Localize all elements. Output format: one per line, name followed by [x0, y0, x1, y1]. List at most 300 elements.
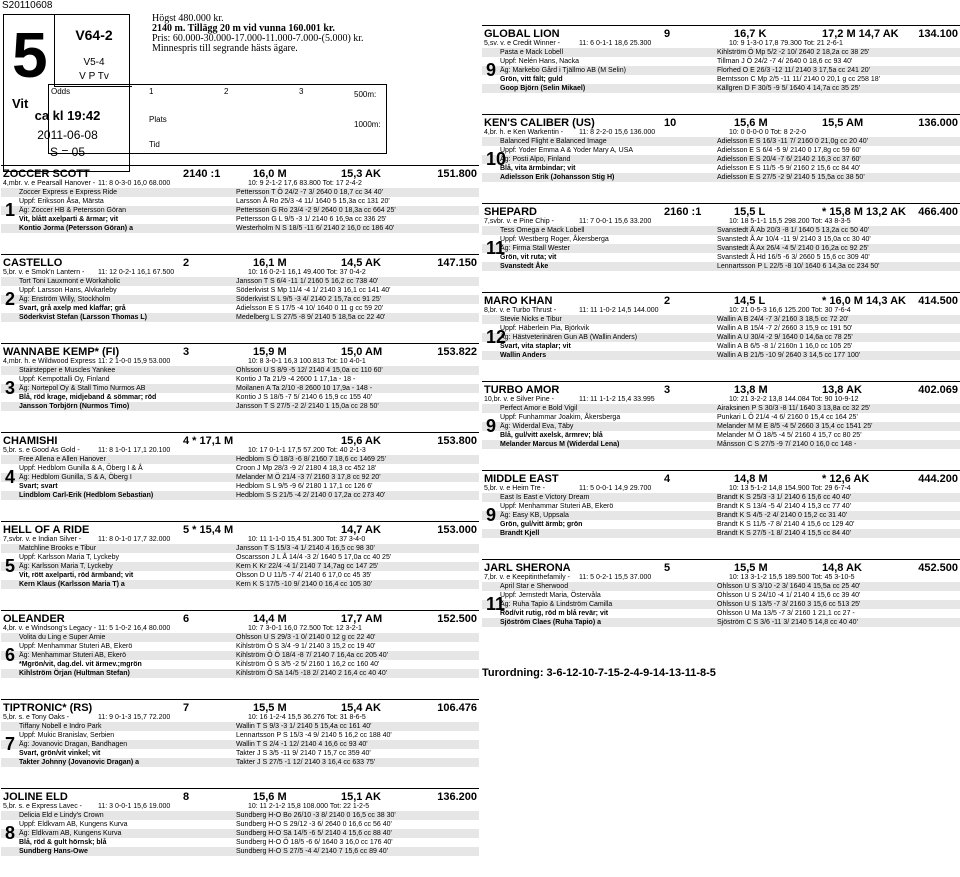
horse-header: [482, 25, 960, 39]
horse-entry: [1, 521, 479, 609]
prize-money: 136.000: [918, 117, 958, 129]
horse-entry: [482, 25, 960, 113]
horse-body: [1, 722, 479, 787]
horse-body: [1, 277, 479, 342]
history-row: [1, 731, 479, 740]
stat-text: 10: 7 3-0-1 16,0 72.500 Tot: 12 3-2-1: [248, 625, 362, 632]
history-row: [482, 609, 960, 618]
race-result: Kihlström Ö S 3/5 -2 5/ 2160 1 16,2 cc 160 40': [236, 661, 380, 668]
horse-body: [1, 811, 479, 876]
stat-text: 7,br. v. e Keepitinthefamily -: [484, 574, 570, 581]
game-v4: V5-4: [83, 57, 105, 68]
race-result: Moilanen A Ta 2/10 -8 2600 10 17,9a - 148 -: [236, 385, 373, 392]
horse-rows: [482, 582, 960, 627]
prize-money: 444.200: [918, 473, 958, 485]
owner-info: Kontio Jorma (Petersson Göran) a: [19, 225, 133, 232]
start-position: 5 * 15,4 M: [183, 524, 234, 536]
stat-text: 11: 5 0-2-1 15,5 37.000: [579, 574, 652, 581]
owner-info: Brandt Kjell: [500, 530, 540, 537]
game-vptv: V P Tv: [79, 71, 109, 82]
horse-number: 10: [486, 149, 507, 169]
owner-info: Uppf: Häberlein Pia, Björkvik: [500, 325, 590, 332]
record-2: 14,8 AK: [822, 562, 862, 574]
horse-number: 4: [5, 467, 16, 487]
owner-info: Grön, vit ruta; vit: [500, 254, 557, 261]
owner-info: Matchline Brooks e Tibur: [19, 545, 97, 552]
history-row: [1, 847, 479, 856]
history-row: [1, 393, 479, 402]
history-row: [1, 580, 479, 589]
owner-info: Svart, grå axelp med klaffar; grå: [19, 305, 126, 312]
owner-info: Zoccer Express e Express Ride: [19, 189, 118, 196]
race-result: Punkari L Ö 21/4 -4 6/ 2160 0 15,4 cc 164 25': [717, 414, 858, 421]
history-row: [1, 811, 479, 820]
history-row: [1, 722, 479, 731]
horse-entry: [482, 559, 960, 647]
history-row: [482, 582, 960, 591]
horse-name: CHAMISHI: [3, 435, 58, 447]
horse-stats: [1, 357, 479, 366]
record-2: 15,5 AM: [822, 117, 864, 129]
race-date: 2011-06-08: [37, 128, 98, 142]
owner-info: Stevie Nicks e Tibur: [500, 316, 562, 323]
race-result: Adielsson E S 6/4 -5 9/ 2140 0 17,8g cc 59 60': [717, 147, 861, 154]
history-row: [1, 313, 479, 322]
stat-text: 7,svbr. v. e Pine Chip -: [484, 218, 554, 225]
stat-text: 5,br. s. e Express Lavec -: [3, 803, 82, 810]
horse-name: ZOCCER SCOTT: [3, 168, 90, 180]
race-result: Oscarsson J L Å 14/4 -3 2/ 1640 5 17,0a cc 40 25': [236, 554, 392, 561]
history-row: [1, 571, 479, 580]
race-time: ca kl 19:42: [34, 108, 101, 123]
history-row: [1, 464, 479, 473]
horse-stats: [482, 306, 960, 315]
history-row: [1, 491, 479, 500]
prize-money: 466.400: [918, 206, 958, 218]
owner-info: Perfect Amor e Bold Vigil: [500, 405, 578, 412]
owner-info: Goop Björn (Selin Mikael): [500, 85, 586, 92]
odds-col-1: 1: [149, 87, 154, 96]
race-result: Sundberg H-O Bo 26/10 -3 8/ 2140 0 16,5 cc 38 30': [236, 812, 396, 819]
race-result: Hedblom S S 21/5 -4 2/ 2140 0 17,2a cc 273 40': [236, 492, 386, 499]
owner-info: Äg: Easy KB, Uppsala: [500, 512, 569, 519]
owner-info: Adielsson Erik (Johansson Stig H): [500, 174, 615, 181]
stat-text: 4,mbr. h. e Wildwood Express: [3, 358, 96, 365]
prize-money: 153.000: [437, 524, 477, 536]
race-result: Kontio J S 18/5 -7 5/ 2140 6 15,9 cc 155 40': [236, 394, 372, 401]
stat-text: 5,br. s. e Good As Gold -: [3, 447, 80, 454]
history-row: [482, 520, 960, 529]
record-1: 16,7 K: [734, 28, 767, 40]
horse-header: [482, 114, 960, 128]
owner-info: Äg: Eldkvarn AB, Kungens Kurva: [19, 830, 122, 837]
stat-text: 10: 13 5-1-2 14,8 154.900 Tot: 29 6-7-4: [729, 485, 851, 492]
race-result: Svanstedt Å Ax 26/4 -4 5/ 2140 0 16,2a cc 92 25': [717, 245, 869, 252]
race-game-types: [54, 15, 132, 87]
horse-stats: [1, 446, 479, 455]
race-result: Kihlström Ö Mp 5/2 -2 10/ 2640 2 18,2a cc 38 25': [717, 49, 870, 56]
history-row: [1, 197, 479, 206]
stat-text: 10: 11 1-1-0 15,4 51.300 Tot: 37 3-4-0: [248, 536, 366, 543]
owner-info: Uppf: Karlsson Maria T, Lyckeby: [19, 554, 119, 561]
start-position: 2: [664, 295, 671, 307]
race-result: Hedblom S Ö 18/3 -6 8/ 2160 7 18,6 cc 1469 25': [236, 456, 386, 463]
record-1: 14,8 M: [734, 473, 768, 485]
race-result: Brandt K S 25/3 -3 1/ 2140 6 15,6 cc 40 40': [717, 494, 852, 501]
history-row: [1, 749, 479, 758]
history-row: [1, 277, 479, 286]
history-row: [482, 66, 960, 75]
m1000-label: 1000m:: [354, 120, 381, 129]
stat-text: 10: 16 1-2-4 15,5 36.276 Tot: 31 8-6-5: [248, 714, 366, 721]
owner-info: Melander Marcus M (Widerdal Lena): [500, 441, 620, 448]
start-position: 10: [664, 117, 677, 129]
horse-header: [482, 203, 960, 217]
owner-info: Svart; svart: [19, 483, 58, 490]
stat-text: 11: 11 1-0-2 14,5 144.000: [579, 307, 659, 314]
prize-money: 151.800: [437, 168, 477, 180]
record-1: 15,5 M: [734, 562, 768, 574]
race-result: Källgren D F 30/5 -9 5/ 1640 4 14,7a cc 35 25': [717, 85, 860, 92]
owner-info: Uppf: Larsson Hans, Alvkarleby: [19, 287, 117, 294]
horse-header: [482, 292, 960, 306]
history-row: [1, 651, 479, 660]
record-2: * 15,8 M 13,2 AK: [822, 206, 906, 218]
stat-text: 10: 18 5-1-1 15,5 298.200 Tot: 43 8-3-5: [729, 218, 851, 225]
stat-text: 11: 8 2-2-0 15,6 136.000: [579, 129, 656, 136]
owner-info: Tess Omega e Mack Lobell: [500, 227, 585, 234]
race-number: 5: [12, 19, 48, 91]
stat-text: 10: 17 0-1-1 17,5 57.200 Tot: 40 2-1-3: [248, 447, 366, 454]
history-row: [482, 146, 960, 155]
race-result: Wallin A B 21/5 -10 9/ 2640 3 14,5 cc 177 100': [717, 352, 861, 359]
owner-info: Stairstepper e Muscles Yankee: [19, 367, 116, 374]
stat-text: 11: 8 0-3-0 16,0 68.000: [98, 180, 171, 187]
history-row: [482, 413, 960, 422]
owner-info: Uppf: Menhammar Stuteri AB, Ekerö: [19, 643, 133, 650]
odds-label: Odds: [51, 87, 71, 96]
race-result: Svanstedt Å Hd 16/5 -6 3/ 2660 5 15,6 cc 309 40': [717, 254, 870, 261]
history-row: [1, 740, 479, 749]
stat-text: 7,svbr. v. e Indian Silver -: [3, 536, 82, 543]
race-result: Adielsson E S 16/3 -11 7/ 2160 0 21,0g cc 20 40': [717, 138, 869, 145]
horse-header: [1, 699, 479, 713]
stat-text: 10: 21 0-5-3 16,6 125.200 Tot: 30 7-6-4: [729, 307, 851, 314]
owner-info: Kern Klaus (Karlsson Maria T) a: [19, 581, 125, 588]
horse-header: [482, 470, 960, 484]
stat-text: 4,br. h. e Ken Warkentin -: [484, 129, 564, 136]
race-result: Ohlsson U Ma 13/5 -7 3/ 2160 1 21,1 cc 27 -: [717, 610, 855, 617]
owner-info: Takter Johnny (Jovanovic Dragan) a: [19, 759, 140, 766]
race-result: Airaksinen P S 30/3 -8 11/ 1640 3 13,8a cc 32 25': [717, 405, 871, 412]
owner-info: Uppf: Hedblom Gunilla & A, Öberg I & Å: [19, 465, 143, 472]
horse-entry: [482, 114, 960, 202]
race-result: Adielsson E S 27/5 -2 9/ 2140 5 15,5a cc 38 50': [717, 174, 865, 181]
info-line: 2140 m. Tillägg 20 m vid vunna 160.001 kr.: [152, 23, 335, 34]
history-row: [482, 591, 960, 600]
history-row: [1, 188, 479, 197]
stat-text: 4,mbr. v. e Pearsall Hanover -: [3, 180, 96, 187]
horse-rows: [482, 315, 960, 360]
horse-rows: [1, 455, 479, 500]
history-row: [1, 820, 479, 829]
horse-name: WANNABE KEMP* (FI): [3, 346, 120, 358]
stat-text: 11: 5 1-0-2 16,4 80.000: [98, 625, 171, 632]
race-result: Melander M M E 8/5 -4 5/ 2660 3 15,4 cc 1541 25': [717, 423, 873, 430]
stat-text: 11: 3 0-0-1 15,6 19.000: [98, 803, 171, 810]
owner-info: Free Allena e Allen Hanover: [19, 456, 106, 463]
owner-info: Äg: Menhammar Stuteri AB, Ekerö: [19, 652, 126, 659]
record-1: 13,8 M: [734, 384, 768, 396]
history-row: [482, 333, 960, 342]
history-row: [1, 215, 479, 224]
record-2: 15,4 AK: [341, 702, 381, 714]
owner-info: Äg: Hedblom Gunilla, S & A, Öberg I: [19, 474, 132, 481]
stat-text: 11: 11 1-1-2 15,4 33.995: [579, 396, 655, 403]
owner-info: Uppf: Westberg Roger, Åkersberga: [500, 236, 609, 243]
history-row: [482, 137, 960, 146]
horse-rows: [482, 226, 960, 271]
owner-info: Röd/vit rutig, röd m blå revär; vit: [500, 610, 609, 617]
race-result: Sundberg H-O S 29/12 -3 6/ 2640 0 16,6 cc 56 40': [236, 821, 392, 828]
horse-entry: [1, 610, 479, 698]
race-result: Jansson T S 27/5 -2 2/ 2140 1 15,0a cc 28 50': [236, 403, 379, 410]
race-result: Takter J S 27/5 -1 12/ 2140 3 16,4 cc 633 75': [236, 759, 376, 766]
horse-entry: [1, 165, 479, 253]
horse-header: [1, 343, 479, 357]
race-result: Croon J Mp 28/3 -9 2/ 2180 4 18,3 cc 452 18': [236, 465, 377, 472]
horse-header: [1, 254, 479, 268]
history-row: [1, 633, 479, 642]
horse-header: [1, 432, 479, 446]
horse-name: HELL OF A RIDE: [3, 524, 90, 536]
history-row: [482, 315, 960, 324]
horse-stats: [482, 484, 960, 493]
owner-info: Äg: Markebo Gård i Tjällmo AB (M Selin): [500, 67, 626, 74]
horse-body: [482, 582, 960, 647]
owner-info: Blå, röd & gult hörnsk; blå: [19, 839, 107, 846]
history-row: [1, 384, 479, 393]
race-result: Westerholm N S 18/5 -11 6/ 2140 2 16,0 cc 186 40': [236, 225, 395, 232]
horse-stats: [482, 128, 960, 137]
page-code: S20110608: [2, 0, 53, 11]
owner-info: Uppf: Menhammar Stuteri AB, Ekerö: [500, 503, 614, 510]
race-result: Tillman J Ö 24/2 -7 4/ 2640 0 18,6 cc 93 40': [717, 58, 853, 65]
start-position: 6: [183, 613, 190, 625]
record-1: 16,0 M: [253, 168, 287, 180]
history-row: [1, 482, 479, 491]
owner-info: East Is East e Victory Dream: [500, 494, 590, 501]
start-position: 4: [664, 473, 671, 485]
stat-text: 10,br. v. e Silver Pine -: [484, 396, 554, 403]
owner-info: Grön, gul/vitt ärmb; grön: [500, 521, 583, 528]
history-row: [1, 206, 479, 215]
record-1: 15,5 M: [253, 702, 287, 714]
horse-name: GLOBAL LION: [484, 28, 560, 40]
horse-rows: [1, 633, 479, 678]
race-result: Brandt K S 4/5 -2 4/ 2140 0 15,2 cc 31 40': [717, 512, 848, 519]
horse-number: 8: [5, 823, 16, 843]
record-1: 15,5 L: [734, 206, 766, 218]
record-2: 15,6 AK: [341, 435, 381, 447]
right-column: [482, 25, 960, 648]
tid-label: Tid: [149, 140, 160, 149]
race-result: Jansson T S 6/4 -11 1/ 2160 5 16,2 cc 738 40': [236, 278, 379, 285]
horse-number: 2: [5, 289, 16, 309]
horse-stats: [482, 395, 960, 404]
horse-entry: [1, 699, 479, 787]
history-row: [1, 304, 479, 313]
history-row: [1, 642, 479, 651]
horse-stats: [1, 802, 479, 811]
horse-body: [482, 226, 960, 291]
race-result: Ohlsson U S 13/5 -7 3/ 2160 3 15,6 cc 513 25': [717, 601, 861, 608]
history-row: [1, 553, 479, 562]
race-result: Adielsson E S 20/4 -7 6/ 2140 2 16,3 cc 37 60': [717, 156, 861, 163]
stat-text: 10: 11 2-1-2 15,8 108.000 Tot: 22 1-2-5: [248, 803, 370, 810]
owner-info: Vit, rött axelparti, röd ärmband; vit: [19, 572, 134, 579]
history-row: [482, 57, 960, 66]
horse-entry: [482, 203, 960, 291]
horse-number: 9: [486, 416, 497, 436]
prize-money: 414.500: [918, 295, 958, 307]
owner-info: Uppf: Yoder Emma A & Yoder Mary A, USA: [500, 147, 634, 154]
owner-info: Söderkvist Stefan (Larsson Thomas L): [19, 314, 147, 321]
horse-number: 12: [486, 327, 507, 347]
horse-number: 9: [486, 60, 497, 80]
horse-entry: [1, 788, 479, 876]
horse-stats: [482, 39, 960, 48]
odds-col-2: 2: [224, 87, 229, 96]
horse-rows: [1, 188, 479, 233]
horse-name: JARL SHERONA: [484, 562, 571, 574]
owner-info: Wallin Anders: [500, 352, 547, 359]
record-2: 15,3 AK: [341, 168, 381, 180]
record-2: 15,1 AK: [341, 791, 381, 803]
owner-info: Uppf: Kempottalli Oy, Finland: [19, 376, 110, 383]
horse-body: [1, 366, 479, 431]
stat-text: 11: 8 1-0-1 17,1 20.100: [98, 447, 171, 454]
record-2: 14,7 AK: [341, 524, 381, 536]
owner-info: Blå, vita ärmbindar; vit: [500, 165, 576, 172]
stat-text: 5,br. v. e Smok'n Lantern -: [3, 269, 85, 276]
prize-money: 147.150: [437, 257, 477, 269]
history-row: [1, 660, 479, 669]
race-result: Berntsson C Mp 2/5 -11 11/ 2140 0 20,1 g cc 258 18': [717, 76, 880, 83]
history-row: [1, 669, 479, 678]
horse-body: [482, 404, 960, 469]
stat-text: 11: 6 0-1-1 18,6 25.300: [579, 40, 652, 47]
race-info: [152, 14, 364, 54]
turn-order: Turordning: 3-6-12-10-7-15-2-4-9-14-13-11-8-5: [482, 667, 716, 679]
horse-body: [482, 48, 960, 113]
owner-info: Vit, blått axelparti & ärmar; vit: [19, 216, 119, 223]
owner-info: Uppf: Eldkvarn AB, Kungens Kurva: [19, 821, 128, 828]
race-result: Brandt K S 13/4 -5 4/ 2140 4 15,3 cc 77 40': [717, 503, 852, 510]
race-result: Kern K S 17/5 -10 9/ 2140 0 16,4 cc 105 30': [236, 581, 372, 588]
horse-body: [482, 493, 960, 558]
horse-rows: [1, 277, 479, 322]
record-1: 15,6 M: [253, 791, 287, 803]
history-row: [1, 375, 479, 384]
race-result: Hedblom S L 9/5 -9 6/ 2180 1 17,1 cc 126 6': [236, 483, 373, 490]
horse-header: [482, 559, 960, 573]
race-result: Kern K Kr 22/4 -4 1/ 2140 7 14,7ag cc 147 25': [236, 563, 379, 570]
history-row: [482, 440, 960, 449]
owner-info: Lindblom Carl-Erik (Hedblom Sebastian): [19, 492, 154, 499]
race-result: Lennartsson P L 22/5 -8 10/ 1640 6 14,3a cc 234 50': [717, 263, 880, 270]
stat-text: 10: 8 3-0-1 16,3 100.813 Tot: 10 4-0-1: [248, 358, 366, 365]
start-position: 7: [183, 702, 190, 714]
game-code: V64-2: [75, 27, 113, 43]
horse-name: TIPTRONIC* (RS): [3, 702, 93, 714]
info-line: Minnespris till segrande hästs ägare.: [152, 43, 298, 54]
stat-text: 10: 0 0-0-0 0 Tot: 8 2-2-0: [729, 129, 806, 136]
horse-rows: [482, 137, 960, 182]
horse-name: MIDDLE EAST: [484, 473, 559, 485]
horse-name: CASTELLO: [3, 257, 63, 269]
owner-info: Äg: Zoccer HB & Petersson Göran: [19, 207, 126, 214]
horse-rows: [1, 811, 479, 856]
owner-info: Äg: Karlsson Maria T, Lyckeby: [19, 563, 113, 570]
history-row: [482, 235, 960, 244]
stat-text: 11: 12 0-2-1 16,1 67.500: [98, 269, 175, 276]
stat-text: 10: 13 3-1-2 15,5 189.500 Tot: 45 3-10-5: [729, 574, 855, 581]
horse-stats: [1, 179, 479, 188]
race-result: Pettersson G Ro 23/4 -2 9/ 2640 0 18,3a cc 664 25': [236, 207, 396, 214]
history-row: [1, 758, 479, 767]
prize-money: 134.100: [918, 28, 958, 40]
horse-stats: [1, 535, 479, 544]
stat-text: 11: 8 0-1-0 17,7 32.000: [98, 536, 171, 543]
stat-text: 5,br. s. e Tony Oaks -: [3, 714, 70, 721]
horse-name: KEN'S CALIBER (US): [484, 117, 595, 129]
start-position: 2160 :1: [664, 206, 702, 218]
race-result: Söderkvist S L 9/5 -3 4/ 2140 2 15,7a cc 91 25': [236, 296, 382, 303]
owner-info: Blå, röd krage, midjeband & sömmar; röd: [19, 394, 157, 401]
race-result: Wallin T S 9/3 -3 1/ 2140 5 15,4a cc 161 40': [236, 723, 372, 730]
prize-money: 153.800: [437, 435, 477, 447]
owner-info: Tiffany Nobell e Indro Park: [19, 723, 102, 730]
owner-info: Grön, vitt fält; guld: [500, 76, 563, 83]
record-2: * 12,6 AK: [822, 473, 870, 485]
horse-entry: [1, 343, 479, 431]
record-2: 14,5 AK: [341, 257, 381, 269]
record-1: 14,4 M: [253, 613, 287, 625]
horse-name: JOLINE ELD: [3, 791, 68, 803]
horse-rows: [482, 48, 960, 93]
prize-money: 136.200: [437, 791, 477, 803]
stat-text: 10: 21 3-2-2 13,8 144.084 Tot: 90 10-9-12: [729, 396, 859, 403]
owner-info: Blå, gul/vitt axelsk, ärmrev; blå: [500, 432, 603, 439]
odds-col-3: 3: [299, 87, 304, 96]
horse-entry: [482, 381, 960, 469]
record-1: 16,1 M: [253, 257, 287, 269]
race-result: Larsson Å Ro 25/3 -4 11/ 1640 5 15,3a cc 131 20': [236, 198, 390, 205]
horse-name: SHEPARD: [484, 206, 537, 218]
history-row: [1, 829, 479, 838]
race-result: Wallin T S 2/4 -1 12/ 2140 4 16,6 cc 93 40': [236, 741, 368, 748]
owner-info: Sundberg Hans-Owe: [19, 848, 88, 855]
horse-stats: [1, 713, 479, 722]
info-line: Pris: 60.000-30.000-17.000-11.000-7.000-(5.000) kr.: [152, 33, 364, 44]
horse-body: [1, 455, 479, 520]
horse-entry: [1, 432, 479, 520]
record-2: 17,2 M 14,7 AK: [822, 28, 899, 40]
owner-info: Äg: Widerdal Eva, Täby: [500, 423, 574, 430]
history-row: [1, 838, 479, 847]
history-row: [482, 262, 960, 271]
